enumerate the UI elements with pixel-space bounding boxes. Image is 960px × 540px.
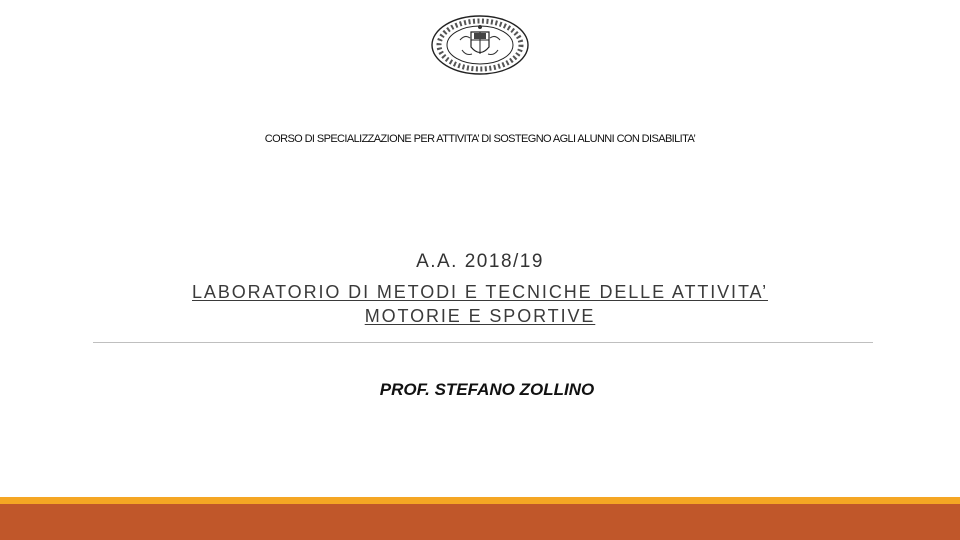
lab-title-line-1: LABORATORIO DI METODI E TECNICHE DELLE ATTIVITA’	[192, 282, 768, 302]
course-title: CORSO DI SPECIALIZZAZIONE PER ATTIVITA’ DI SOSTEGNO AGLI ALUNNI CON DISABILITA’	[264, 133, 696, 145]
university-seal-logo	[430, 14, 530, 76]
lab-title-line-2: MOTORIE E SPORTIVE	[364, 306, 596, 326]
title-divider	[93, 342, 873, 343]
footer-accent-stripe	[0, 497, 960, 504]
footer-band	[0, 504, 960, 540]
professor-name: PROF. STEFANO ZOLLINO	[379, 380, 595, 399]
lab-title	[0, 280, 960, 328]
academic-year: A.A. 2018/19	[416, 251, 544, 272]
